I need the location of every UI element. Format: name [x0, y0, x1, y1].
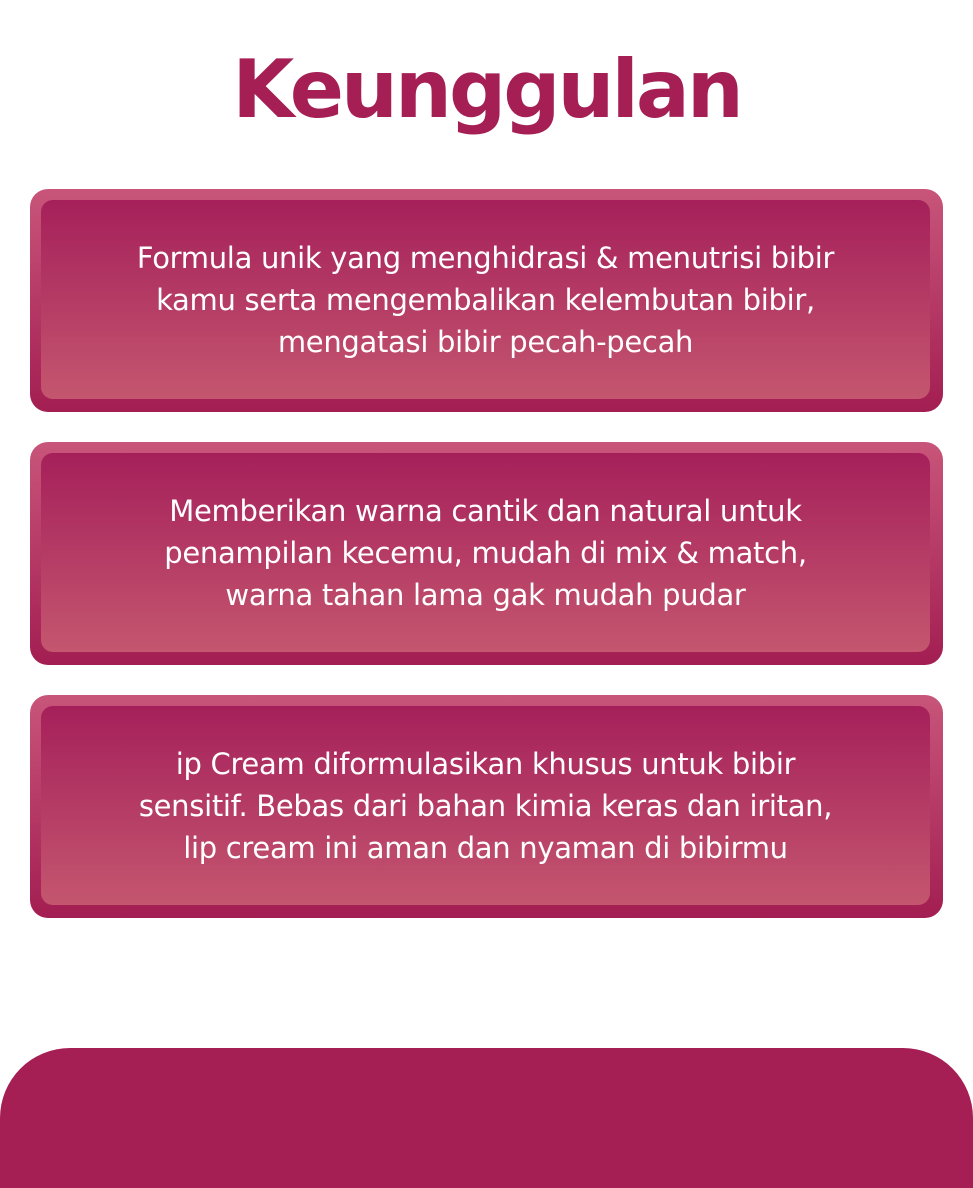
feature-card: [30, 189, 943, 412]
feature-card-inner: [41, 706, 930, 905]
feature-card-text: ip Cream diformulasikan khusus untuk bibir sensitif. Bebas dari bahan kimia keras dan iritan, lip cream ini aman dan nyaman di bibirmu: [138, 746, 833, 865]
bottom-banner: [0, 1048, 973, 1188]
page-title: Keunggulan: [232, 43, 741, 136]
feature-card: [30, 695, 943, 918]
feature-card-inner: [41, 200, 930, 399]
feature-card: [30, 442, 943, 665]
feature-card-inner: [41, 453, 930, 652]
feature-card-text: Formula unik yang menghidrasi & menutrisi bibir kamu serta mengembalikan kelembutan bibir, mengatasi bibir pecah-pecah: [136, 240, 835, 359]
feature-card-text: Memberikan warna cantik dan natural untuk penampilan kecemu, mudah di mix & match, warna tahan lama gak mudah pudar: [164, 493, 807, 612]
